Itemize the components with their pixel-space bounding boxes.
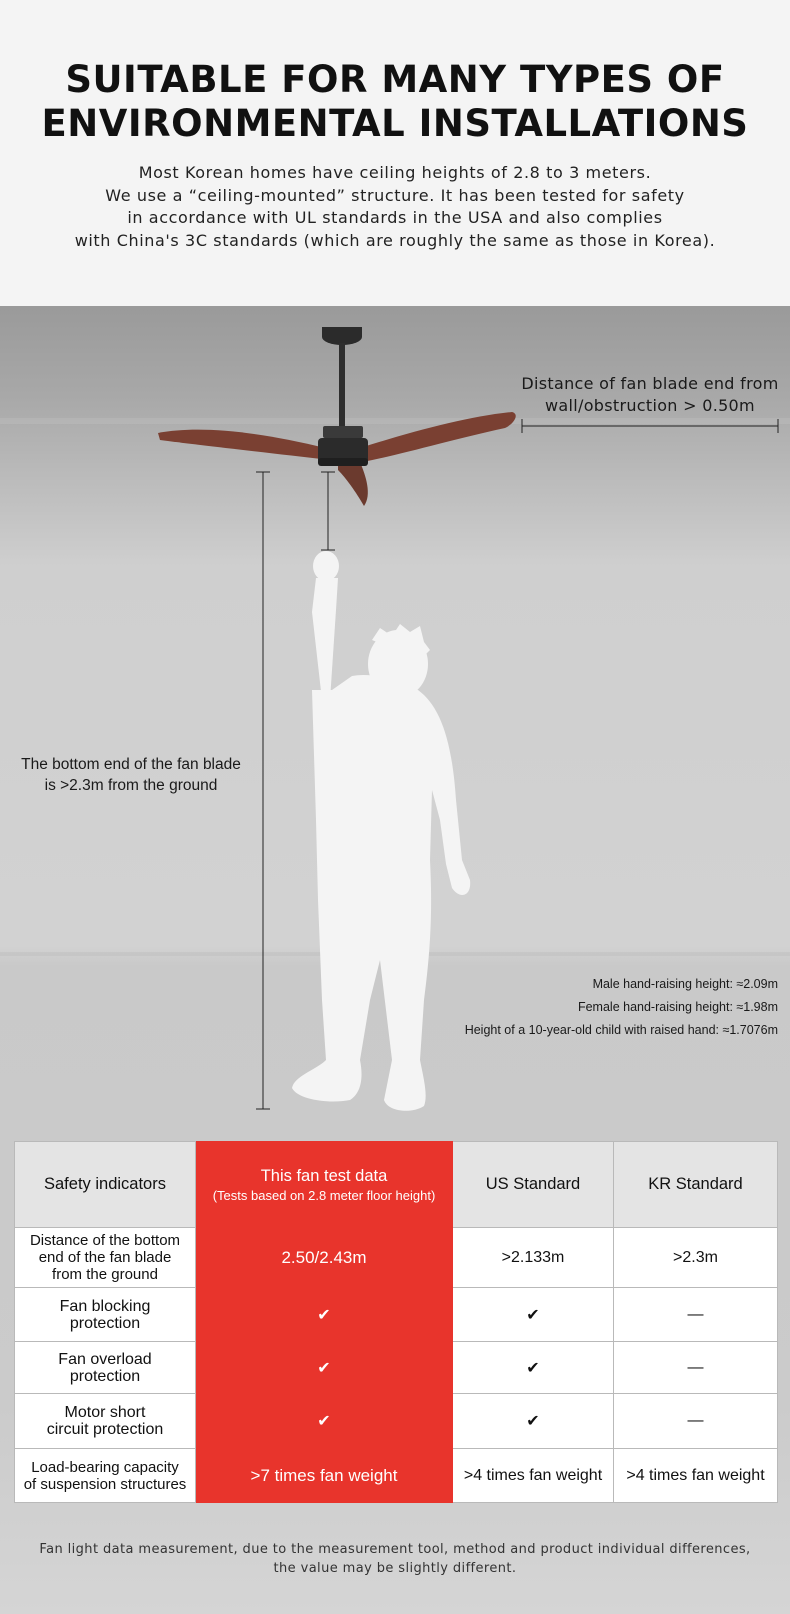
female-hand-height: Female hand-raising height: ≈1.98m xyxy=(577,1000,778,1014)
intro-line-3: in accordance with UL standards in the USA and also complies xyxy=(127,208,663,227)
wall-distance-line-2: wall/obstruction > 0.50m xyxy=(545,396,755,415)
row-label-line: Fan blocking xyxy=(59,1297,151,1315)
person-silhouette xyxy=(292,551,470,1111)
fan-blade-front xyxy=(338,460,368,506)
table-header-row xyxy=(15,1142,778,1228)
table-row xyxy=(15,1394,778,1449)
row-label-line: Motor short xyxy=(64,1404,146,1421)
us-check-icon: ✔ xyxy=(453,1394,614,1449)
intro-line-4: with China's 3C standards (which are roughly the same as those in Korea). xyxy=(74,230,716,250)
table-row xyxy=(15,1228,778,1288)
intro-line-2: We use a “ceiling-mounted” structure. It has been tested for safety xyxy=(105,185,685,205)
header-kr-standard: KR Standard xyxy=(614,1142,778,1228)
row-label-line: protection xyxy=(69,1367,141,1385)
kr-value: >2.3m xyxy=(614,1228,778,1288)
ground-distance-line-1: The bottom end of the fan blade xyxy=(21,756,241,773)
kr-value: >4 times fan weight xyxy=(614,1449,778,1503)
row-label-line: circuit protection xyxy=(46,1421,164,1438)
row-label-line: of suspension structures xyxy=(23,1475,187,1493)
row-label-line: Fan overload xyxy=(58,1350,152,1368)
ceiling-edge xyxy=(0,418,790,424)
title-line-1: SUITABLE FOR MANY TYPES OF xyxy=(65,58,725,101)
header-fan-test-data xyxy=(196,1142,453,1228)
row-label-line: Load-bearing capacity xyxy=(31,1458,179,1476)
header-fan-label: This fan test data xyxy=(260,1166,388,1185)
male-hand-height: Male hand-raising height: ≈2.09m xyxy=(592,977,778,991)
intro-line-1: Most Korean homes have ceiling heights of 2.8 to 3 meters. xyxy=(138,163,652,182)
fan-check-icon: ✔ xyxy=(196,1288,453,1342)
wall-distance-line-1: Distance of fan blade end from xyxy=(521,374,779,393)
header-fan-sublabel: (Tests based on 2.8 meter floor height) xyxy=(212,1187,436,1203)
fan-motor-top xyxy=(323,426,363,438)
fan-blade-left xyxy=(158,430,330,460)
us-check-icon: ✔ xyxy=(453,1342,614,1394)
fan-check-icon: ✔ xyxy=(196,1342,453,1394)
us-check-icon: ✔ xyxy=(453,1288,614,1342)
fan-motor-base xyxy=(318,458,368,466)
table-row xyxy=(15,1288,778,1342)
kr-dash-icon: — xyxy=(614,1394,778,1449)
fan-value: 2.50/2.43m xyxy=(196,1228,453,1288)
footnote xyxy=(20,1540,770,1578)
header-safety-indicators: Safety indicators xyxy=(15,1142,196,1228)
fan-downrod xyxy=(339,343,345,427)
row-label xyxy=(15,1449,196,1503)
ceiling-fan xyxy=(158,327,516,506)
safety-comparison-table xyxy=(14,1141,778,1503)
row-label-line: protection xyxy=(69,1314,141,1332)
kr-dash-icon: — xyxy=(614,1342,778,1394)
footnote-line-2: the value may be slightly different. xyxy=(273,1561,517,1576)
us-value: >4 times fan weight xyxy=(453,1449,614,1503)
hand-clearance-marker xyxy=(321,472,335,550)
footnote-line-1: Fan light data measurement, due to the measurement tool, method and product individual differences, xyxy=(39,1542,751,1557)
us-value: >2.133m xyxy=(453,1228,614,1288)
row-label xyxy=(15,1394,196,1449)
row-label-line: from the ground xyxy=(52,1266,158,1283)
table-row xyxy=(15,1449,778,1503)
fan-value: >7 times fan weight xyxy=(196,1449,453,1503)
child-hand-height: Height of a 10-year-old child with raised hand: ≈1.7076m xyxy=(464,1023,778,1037)
row-label xyxy=(15,1342,196,1394)
row-label-line: end of the fan blade xyxy=(38,1249,172,1266)
ground-distance-label xyxy=(6,754,256,796)
header-us-standard: US Standard xyxy=(453,1142,614,1228)
fan-canopy-top xyxy=(322,327,362,337)
kr-dash-icon: — xyxy=(614,1288,778,1342)
row-label-line: Distance of the bottom xyxy=(29,1232,181,1249)
fan-check-icon: ✔ xyxy=(196,1394,453,1449)
row-label xyxy=(15,1288,196,1342)
ground-distance-line-2: is >2.3m from the ground xyxy=(44,777,218,794)
wall-distance-label xyxy=(515,373,785,417)
row-label xyxy=(15,1228,196,1288)
table-row xyxy=(15,1342,778,1394)
ground-distance-marker xyxy=(256,472,270,1109)
title-line-2: ENVIRONMENTAL INSTALLATIONS xyxy=(41,102,749,145)
